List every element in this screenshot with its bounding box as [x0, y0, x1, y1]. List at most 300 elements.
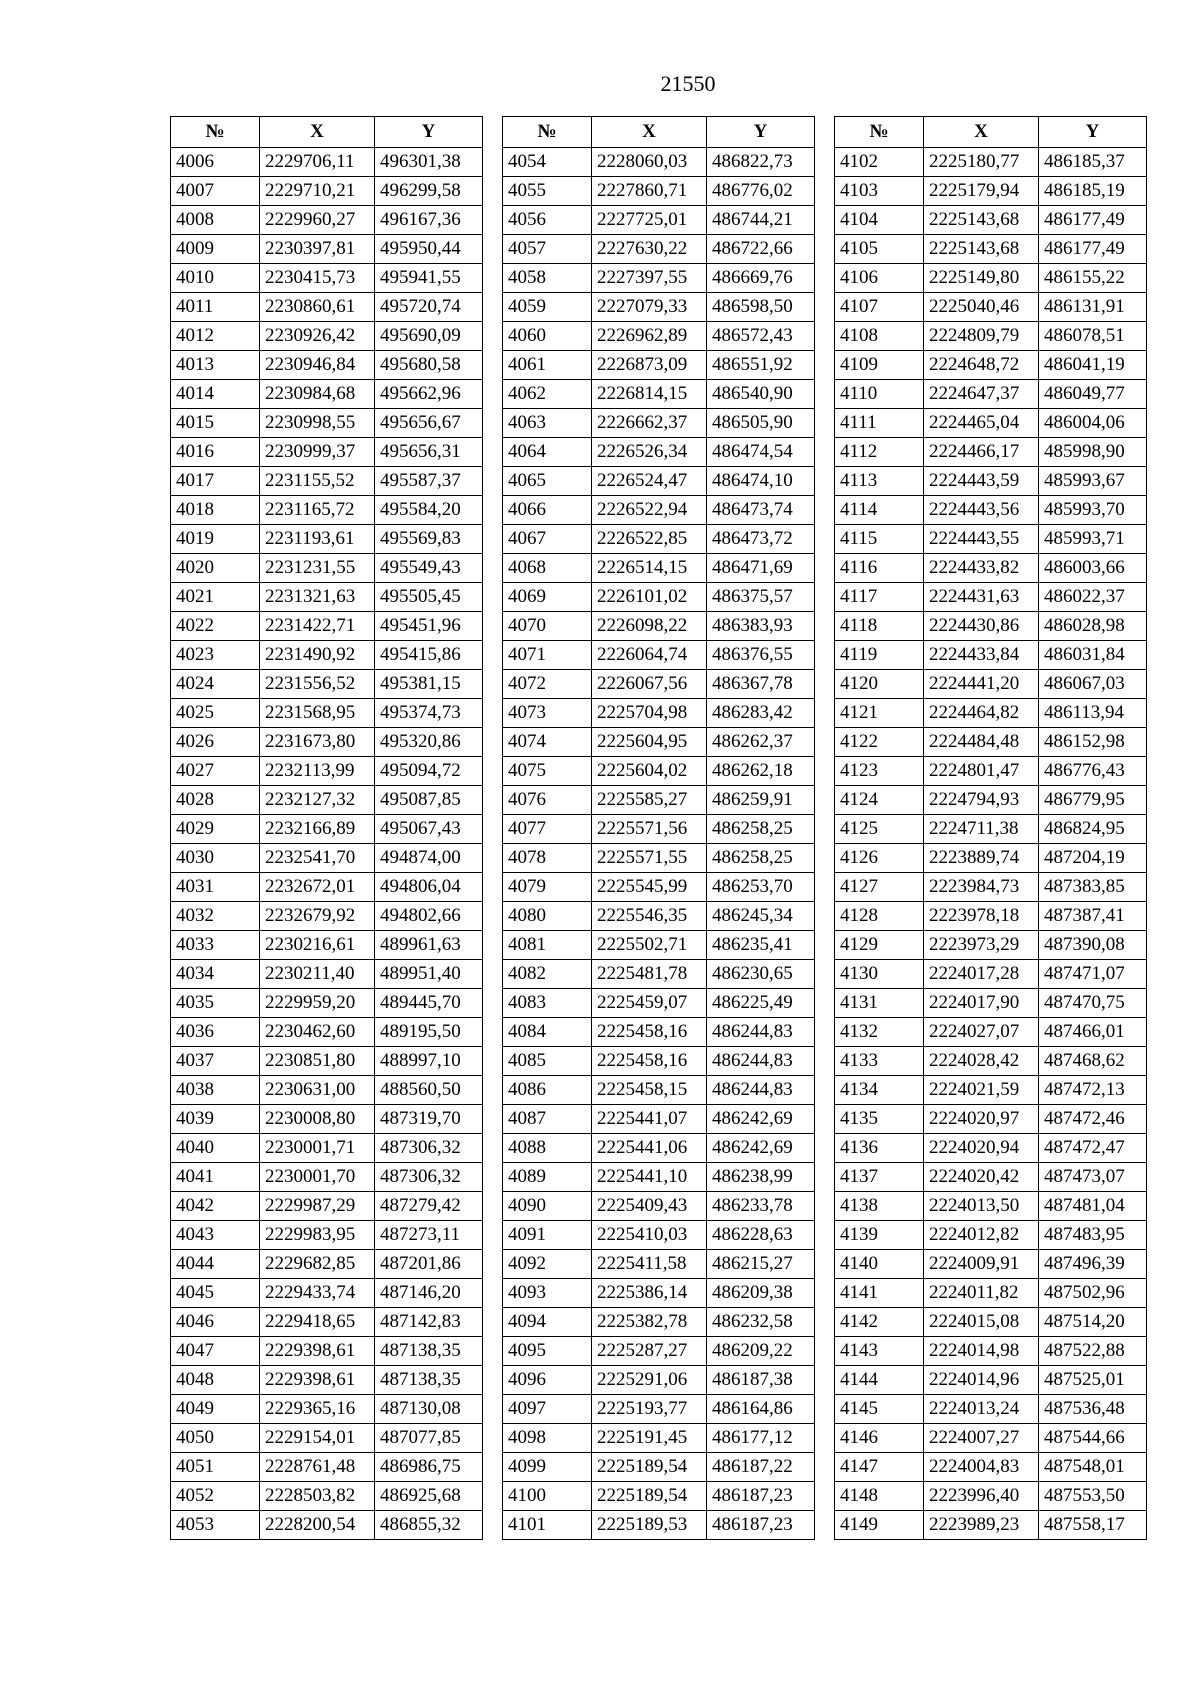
cell-x: 2225545,99: [592, 873, 707, 902]
cell-number: 4147: [835, 1453, 924, 1482]
cell-x: 2225704,98: [592, 699, 707, 728]
table-row: [171, 206, 483, 235]
table-row: [171, 931, 483, 960]
table-row: [835, 757, 1147, 786]
cell-x: 2225571,56: [592, 815, 707, 844]
cell-y: 486540,90: [707, 380, 815, 409]
table-row: [503, 1134, 815, 1163]
cell-x: 2225189,54: [592, 1453, 707, 1482]
cell-number: 4029: [171, 815, 260, 844]
cell-y: 487502,96: [1039, 1279, 1147, 1308]
cell-y: 486209,38: [707, 1279, 815, 1308]
cell-number: 4024: [171, 670, 260, 699]
cell-x: 2229418,65: [260, 1308, 375, 1337]
cell-y: 486185,19: [1039, 177, 1147, 206]
table-row: [171, 815, 483, 844]
cell-y: 494806,04: [375, 873, 483, 902]
cell-y: 486855,32: [375, 1511, 483, 1540]
table-row: [171, 1337, 483, 1366]
cell-x: 2225291,06: [592, 1366, 707, 1395]
cell-number: 4031: [171, 873, 260, 902]
cell-y: 486164,86: [707, 1395, 815, 1424]
cell-x: 2231568,95: [260, 699, 375, 728]
cell-x: 2226064,74: [592, 641, 707, 670]
cell-y: 486185,37: [1039, 148, 1147, 177]
cell-y: 494802,66: [375, 902, 483, 931]
column-header-y: Y: [375, 117, 483, 148]
cell-number: 4054: [503, 148, 592, 177]
cell-number: 4049: [171, 1395, 260, 1424]
cell-number: 4096: [503, 1366, 592, 1395]
cell-x: 2226101,02: [592, 583, 707, 612]
table-row: [503, 873, 815, 902]
cell-y: 487496,39: [1039, 1250, 1147, 1279]
cell-number: 4076: [503, 786, 592, 815]
cell-number: 4109: [835, 351, 924, 380]
cell-number: 4027: [171, 757, 260, 786]
cell-x: 2224013,50: [924, 1192, 1039, 1221]
cell-y: 487548,01: [1039, 1453, 1147, 1482]
table-row: [171, 1453, 483, 1482]
cell-number: 4089: [503, 1163, 592, 1192]
cell-x: 2224465,04: [924, 409, 1039, 438]
table-row: [171, 1250, 483, 1279]
table-row: [503, 960, 815, 989]
cell-x: 2226514,15: [592, 554, 707, 583]
cell-number: 4075: [503, 757, 592, 786]
cell-y: 486242,69: [707, 1134, 815, 1163]
cell-x: 2225149,80: [924, 264, 1039, 293]
cell-number: 4053: [171, 1511, 260, 1540]
cell-y: 486551,92: [707, 351, 815, 380]
table-row: [835, 1221, 1147, 1250]
cell-y: 487536,48: [1039, 1395, 1147, 1424]
coordinates-table-3: [834, 116, 1147, 1540]
cell-y: 487146,20: [375, 1279, 483, 1308]
cell-y: 486232,58: [707, 1308, 815, 1337]
table-row: [835, 641, 1147, 670]
cell-y: 485993,67: [1039, 467, 1147, 496]
cell-y: 495094,72: [375, 757, 483, 786]
cell-x: 2225382,78: [592, 1308, 707, 1337]
cell-number: 4040: [171, 1134, 260, 1163]
cell-x: 2230216,61: [260, 931, 375, 960]
cell-x: 2230998,55: [260, 409, 375, 438]
column-header-number: №: [835, 117, 924, 148]
table-row: [503, 1018, 815, 1047]
cell-number: 4124: [835, 786, 924, 815]
column-header-x: X: [924, 117, 1039, 148]
cell-x: 2230860,61: [260, 293, 375, 322]
cell-number: 4121: [835, 699, 924, 728]
table-row: [503, 757, 815, 786]
cell-y: 487522,88: [1039, 1337, 1147, 1366]
table-row: [835, 1337, 1147, 1366]
cell-x: 2231556,52: [260, 670, 375, 699]
cell-number: 4066: [503, 496, 592, 525]
cell-number: 4067: [503, 525, 592, 554]
cell-x: 2224027,07: [924, 1018, 1039, 1047]
cell-x: 2225458,15: [592, 1076, 707, 1105]
cell-x: 2226526,34: [592, 438, 707, 467]
cell-number: 4110: [835, 380, 924, 409]
cell-number: 4126: [835, 844, 924, 873]
table-row: [171, 1395, 483, 1424]
table-row: [835, 235, 1147, 264]
table-row: [171, 438, 483, 467]
table-row: [171, 1221, 483, 1250]
column-header-number: №: [503, 117, 592, 148]
cell-number: 4074: [503, 728, 592, 757]
table-row: [503, 612, 815, 641]
cell-y: 487558,17: [1039, 1511, 1147, 1540]
cell-number: 4143: [835, 1337, 924, 1366]
cell-x: 2226662,37: [592, 409, 707, 438]
table-row: [835, 1395, 1147, 1424]
cell-number: 4047: [171, 1337, 260, 1366]
table-row: [503, 1395, 815, 1424]
cell-number: 4111: [835, 409, 924, 438]
cell-y: 487138,35: [375, 1366, 483, 1395]
cell-number: 4149: [835, 1511, 924, 1540]
cell-number: 4135: [835, 1105, 924, 1134]
cell-number: 4092: [503, 1250, 592, 1279]
table-row: [503, 989, 815, 1018]
cell-x: 2224013,24: [924, 1395, 1039, 1424]
table-row: [835, 1192, 1147, 1221]
cell-x: 2224647,37: [924, 380, 1039, 409]
cell-x: 2224015,08: [924, 1308, 1039, 1337]
cell-y: 486177,49: [1039, 235, 1147, 264]
cell-number: 4139: [835, 1221, 924, 1250]
cell-x: 2225386,14: [592, 1279, 707, 1308]
table-row: [171, 380, 483, 409]
cell-y: 495415,86: [375, 641, 483, 670]
cell-number: 4063: [503, 409, 592, 438]
table-row: [835, 1250, 1147, 1279]
cell-x: 2224004,83: [924, 1453, 1039, 1482]
table-row: [835, 1018, 1147, 1047]
cell-number: 4122: [835, 728, 924, 757]
cell-x: 2229154,01: [260, 1424, 375, 1453]
cell-x: 2228761,48: [260, 1453, 375, 1482]
table-row: [171, 1163, 483, 1192]
cell-y: 487525,01: [1039, 1366, 1147, 1395]
cell-x: 2230631,00: [260, 1076, 375, 1105]
cell-number: 4129: [835, 931, 924, 960]
cell-x: 2224028,42: [924, 1047, 1039, 1076]
cell-x: 2224711,38: [924, 815, 1039, 844]
cell-number: 4148: [835, 1482, 924, 1511]
table-row: [171, 322, 483, 351]
cell-number: 4087: [503, 1105, 592, 1134]
table-row: [503, 699, 815, 728]
table-row: [835, 960, 1147, 989]
cell-y: 486155,22: [1039, 264, 1147, 293]
cell-number: 4023: [171, 641, 260, 670]
cell-x: 2225193,77: [592, 1395, 707, 1424]
cell-x: 2224433,84: [924, 641, 1039, 670]
cell-x: 2225604,02: [592, 757, 707, 786]
cell-y: 485993,71: [1039, 525, 1147, 554]
table-row: [171, 177, 483, 206]
cell-x: 2229682,85: [260, 1250, 375, 1279]
cell-number: 4037: [171, 1047, 260, 1076]
cell-y: 487514,20: [1039, 1308, 1147, 1337]
table-row: [171, 670, 483, 699]
cell-number: 4055: [503, 177, 592, 206]
cell-x: 2225409,43: [592, 1192, 707, 1221]
cell-y: 486131,91: [1039, 293, 1147, 322]
table-row: [503, 1221, 815, 1250]
cell-y: 495662,96: [375, 380, 483, 409]
cell-y: 486244,83: [707, 1047, 815, 1076]
cell-y: 487077,85: [375, 1424, 483, 1453]
cell-y: 486152,98: [1039, 728, 1147, 757]
cell-y: 487471,07: [1039, 960, 1147, 989]
cell-number: 4104: [835, 206, 924, 235]
cell-y: 486258,25: [707, 815, 815, 844]
cell-y: 487483,95: [1039, 1221, 1147, 1250]
cell-x: 2231155,52: [260, 467, 375, 496]
table-row: [835, 322, 1147, 351]
cell-y: 495374,73: [375, 699, 483, 728]
cell-y: 487468,62: [1039, 1047, 1147, 1076]
table-row: [171, 699, 483, 728]
cell-x: 2230001,71: [260, 1134, 375, 1163]
cell-number: 4069: [503, 583, 592, 612]
table-row: [503, 815, 815, 844]
cell-x: 2223984,73: [924, 873, 1039, 902]
table-row: [835, 1482, 1147, 1511]
table-row: [503, 525, 815, 554]
cell-y: 486225,49: [707, 989, 815, 1018]
cell-x: 2224012,82: [924, 1221, 1039, 1250]
table-row: [171, 873, 483, 902]
cell-y: 486245,34: [707, 902, 815, 931]
cell-number: 4022: [171, 612, 260, 641]
table-row: [835, 1308, 1147, 1337]
cell-x: 2230008,80: [260, 1105, 375, 1134]
cell-y: 486215,27: [707, 1250, 815, 1279]
cell-number: 4010: [171, 264, 260, 293]
table-row: [503, 1511, 815, 1540]
cell-number: 4084: [503, 1018, 592, 1047]
table-row: [503, 467, 815, 496]
cell-x: 2225458,16: [592, 1018, 707, 1047]
table-row: [503, 148, 815, 177]
cell-x: 2227079,33: [592, 293, 707, 322]
cell-y: 486244,83: [707, 1076, 815, 1105]
cell-x: 2225191,45: [592, 1424, 707, 1453]
cell-x: 2224433,82: [924, 554, 1039, 583]
table-row: [503, 438, 815, 467]
cell-x: 2225571,55: [592, 844, 707, 873]
cell-number: 4083: [503, 989, 592, 1018]
cell-number: 4065: [503, 467, 592, 496]
cell-x: 2225180,77: [924, 148, 1039, 177]
cell-x: 2224443,56: [924, 496, 1039, 525]
cell-y: 486473,74: [707, 496, 815, 525]
cell-x: 2231422,71: [260, 612, 375, 641]
cell-y: 495505,45: [375, 583, 483, 612]
table-row: [171, 1308, 483, 1337]
table-row: [171, 757, 483, 786]
cell-x: 2224020,97: [924, 1105, 1039, 1134]
cell-y: 487201,86: [375, 1250, 483, 1279]
table-row: [503, 293, 815, 322]
cell-number: 4013: [171, 351, 260, 380]
cell-y: 486572,43: [707, 322, 815, 351]
table-row: [171, 235, 483, 264]
cell-x: 2227860,71: [592, 177, 707, 206]
cell-number: 4073: [503, 699, 592, 728]
cell-y: 487387,41: [1039, 902, 1147, 931]
cell-x: 2230999,37: [260, 438, 375, 467]
cell-x: 2227630,22: [592, 235, 707, 264]
cell-y: 486383,93: [707, 612, 815, 641]
table-row: [835, 612, 1147, 641]
table-row: [503, 554, 815, 583]
cell-y: 495941,55: [375, 264, 483, 293]
cell-y: 486283,42: [707, 699, 815, 728]
cell-number: 4097: [503, 1395, 592, 1424]
cell-y: 496299,58: [375, 177, 483, 206]
cell-number: 4043: [171, 1221, 260, 1250]
cell-number: 4127: [835, 873, 924, 902]
table-row: [503, 641, 815, 670]
cell-y: 487273,11: [375, 1221, 483, 1250]
cell-y: 486003,66: [1039, 554, 1147, 583]
cell-number: 4062: [503, 380, 592, 409]
cell-number: 4090: [503, 1192, 592, 1221]
cell-y: 487472,47: [1039, 1134, 1147, 1163]
table-row: [835, 1163, 1147, 1192]
cell-number: 4051: [171, 1453, 260, 1482]
cell-y: 489951,40: [375, 960, 483, 989]
table-row: [835, 264, 1147, 293]
table-row: [171, 1134, 483, 1163]
cell-number: 4028: [171, 786, 260, 815]
cell-x: 2224801,47: [924, 757, 1039, 786]
column-header-x: X: [260, 117, 375, 148]
table-row: [503, 1192, 815, 1221]
cell-y: 487473,07: [1039, 1163, 1147, 1192]
cell-number: 4085: [503, 1047, 592, 1076]
cell-x: 2224443,59: [924, 467, 1039, 496]
table-row: [835, 786, 1147, 815]
cell-y: 487383,85: [1039, 873, 1147, 902]
cell-number: 4021: [171, 583, 260, 612]
cell-x: 2223889,74: [924, 844, 1039, 873]
cell-x: 2226522,94: [592, 496, 707, 525]
cell-number: 4138: [835, 1192, 924, 1221]
cell-x: 2224021,59: [924, 1076, 1039, 1105]
cell-y: 495656,31: [375, 438, 483, 467]
cell-number: 4137: [835, 1163, 924, 1192]
cell-number: 4042: [171, 1192, 260, 1221]
table-row: [835, 380, 1147, 409]
table-row: [835, 1511, 1147, 1540]
table-row: [835, 467, 1147, 496]
table-row: [503, 670, 815, 699]
cell-x: 2225441,06: [592, 1134, 707, 1163]
cell-y: 486049,77: [1039, 380, 1147, 409]
table-row: [171, 1105, 483, 1134]
cell-x: 2225481,78: [592, 960, 707, 989]
cell-number: 4058: [503, 264, 592, 293]
table-row: [171, 525, 483, 554]
cell-number: 4106: [835, 264, 924, 293]
cell-x: 2230984,68: [260, 380, 375, 409]
cell-x: 2231490,92: [260, 641, 375, 670]
table-row: [835, 1076, 1147, 1105]
cell-y: 486177,12: [707, 1424, 815, 1453]
cell-y: 486113,94: [1039, 699, 1147, 728]
cell-x: 2231231,55: [260, 554, 375, 583]
cell-y: 486722,66: [707, 235, 815, 264]
cell-number: 4012: [171, 322, 260, 351]
table-row: [835, 699, 1147, 728]
cell-y: 488997,10: [375, 1047, 483, 1076]
cell-y: 488560,50: [375, 1076, 483, 1105]
table-row: [503, 1076, 815, 1105]
cell-y: 486230,65: [707, 960, 815, 989]
cell-y: 486187,23: [707, 1511, 815, 1540]
table-row: [835, 1134, 1147, 1163]
table-row: [171, 641, 483, 670]
cell-y: 486376,55: [707, 641, 815, 670]
cell-number: 4098: [503, 1424, 592, 1453]
table-row: [835, 1279, 1147, 1308]
cell-number: 4041: [171, 1163, 260, 1192]
cell-number: 4072: [503, 670, 592, 699]
cell-y: 496167,36: [375, 206, 483, 235]
cell-x: 2230926,42: [260, 322, 375, 351]
table-row: [503, 322, 815, 351]
table-row: [835, 1424, 1147, 1453]
cell-x: 2230001,70: [260, 1163, 375, 1192]
cell-x: 2227397,55: [592, 264, 707, 293]
cell-x: 2229365,16: [260, 1395, 375, 1424]
cell-number: 4068: [503, 554, 592, 583]
cell-y: 486925,68: [375, 1482, 483, 1511]
table-row: [503, 409, 815, 438]
cell-y: 487466,01: [1039, 1018, 1147, 1047]
cell-x: 2225143,68: [924, 206, 1039, 235]
cell-x: 2224648,72: [924, 351, 1039, 380]
cell-x: 2224466,17: [924, 438, 1039, 467]
table-row: [503, 1279, 815, 1308]
table-row: [835, 409, 1147, 438]
cell-x: 2228200,54: [260, 1511, 375, 1540]
cell-y: 487204,19: [1039, 844, 1147, 873]
cell-number: 4008: [171, 206, 260, 235]
cell-y: 489445,70: [375, 989, 483, 1018]
cell-y: 485998,90: [1039, 438, 1147, 467]
cell-y: 495320,86: [375, 728, 483, 757]
cell-number: 4033: [171, 931, 260, 960]
cell-x: 2229398,61: [260, 1337, 375, 1366]
cell-x: 2225459,07: [592, 989, 707, 1018]
cell-y: 486779,95: [1039, 786, 1147, 815]
cell-x: 2229960,27: [260, 206, 375, 235]
cell-number: 4113: [835, 467, 924, 496]
cell-y: 487306,32: [375, 1134, 483, 1163]
table-row: [835, 670, 1147, 699]
cell-number: 4059: [503, 293, 592, 322]
cell-x: 2224014,96: [924, 1366, 1039, 1395]
